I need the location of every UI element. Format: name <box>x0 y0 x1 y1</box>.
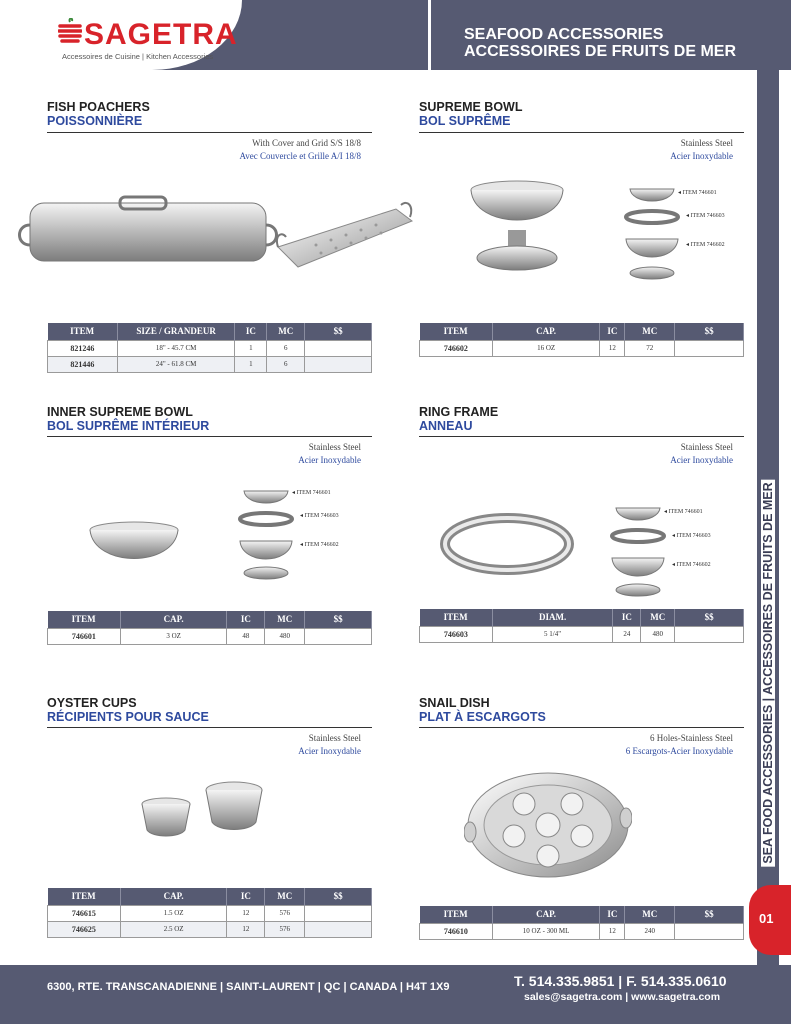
table-cell: 480 <box>641 626 675 642</box>
callout-label: ◂ ITEM 746603 <box>686 213 725 219</box>
table-header: MC <box>625 906 675 923</box>
table-header: $$ <box>305 323 372 340</box>
table-cell: 821246 <box>48 340 118 356</box>
section-title-fr: PLAT À ESCARGOTS <box>419 710 546 724</box>
callout-label: ◂ ITEM 746603 <box>672 533 711 539</box>
stacked-bowl-set-image <box>234 485 298 585</box>
description-en: Stainless Steel <box>308 733 361 743</box>
page-title-en: SEAFOOD ACCESSORIES <box>464 26 664 43</box>
table-header: MC <box>265 888 305 905</box>
table-header: IC <box>235 323 267 340</box>
table-cell: 6 <box>267 340 305 356</box>
table-cell: 746615 <box>48 905 121 921</box>
table-cell: 24" - 61.8 CM <box>117 356 235 372</box>
supreme-bowl-image <box>462 178 572 278</box>
phone-fax: T. 514.335.9851 | F. 514.335.0610 <box>514 973 727 989</box>
apple-logo-icon <box>58 18 82 48</box>
table-row <box>420 340 744 356</box>
table-header: IC <box>600 323 625 340</box>
side-label-container <box>755 478 781 868</box>
company-address: 6300, RTE. TRANSCANADIENNE | SAINT-LAURENT | QC | CANADA | H4T 1X9 <box>47 981 450 993</box>
supreme-bowl-heading <box>419 100 522 128</box>
table-header: CAP. <box>120 611 227 628</box>
section-rule <box>47 727 372 728</box>
table-header: IC <box>600 906 625 923</box>
section-title-fr: BOL SUPRÊME INTÉRIEUR <box>47 419 210 433</box>
table-header: $$ <box>305 888 372 905</box>
section-title-en: SNAIL DISH <box>419 696 490 710</box>
table-header: $$ <box>675 609 744 626</box>
page-footer <box>0 965 791 1024</box>
table-row <box>48 340 372 356</box>
section-rule <box>419 436 744 437</box>
product-description <box>560 732 733 758</box>
section-rule <box>419 132 744 133</box>
callout-label: ◂ ITEM 746602 <box>300 542 339 548</box>
table-cell <box>305 628 372 644</box>
table-cell <box>305 921 372 937</box>
table-cell: 12 <box>600 340 625 356</box>
inner-bowl-image <box>86 520 182 570</box>
product-description <box>560 137 733 163</box>
table-header: MC <box>265 611 305 628</box>
table-cell: 240 <box>625 923 675 939</box>
table-cell: 1.5 OZ <box>120 905 227 921</box>
table-cell: 746625 <box>48 921 121 937</box>
table-cell <box>305 356 372 372</box>
description-fr: Acier Inoxydable <box>670 455 733 465</box>
table-header: ITEM <box>420 906 493 923</box>
table-cell: 5 1/4" <box>492 626 613 642</box>
header-divider <box>428 0 431 70</box>
table-cell: 480 <box>265 628 305 644</box>
stacked-bowl-set-image <box>620 183 684 283</box>
product-description <box>560 441 733 467</box>
side-category-label: SEA FOOD ACCESSORIES | ACCESSOIRES DE FRUITS DE MER <box>761 479 775 866</box>
table-cell: 12 <box>227 921 265 937</box>
table-cell <box>675 626 744 642</box>
table-header: MC <box>641 609 675 626</box>
section-title-fr: BOL SUPRÊME <box>419 114 511 128</box>
ring-frame-image <box>440 512 574 576</box>
ring-frame-heading <box>419 405 498 433</box>
table-row <box>48 628 372 644</box>
snail-dish-heading <box>419 696 546 724</box>
table-header: $$ <box>305 611 372 628</box>
table-cell: 1 <box>235 340 267 356</box>
section-rule <box>47 132 372 133</box>
table-cell: 1 <box>235 356 267 372</box>
table-cell <box>675 340 744 356</box>
table-header: IC <box>227 611 265 628</box>
table-cell: 24 <box>613 626 641 642</box>
callout-label: ◂ ITEM 746601 <box>678 190 717 196</box>
table-row <box>420 626 744 642</box>
table-cell: 16 OZ <box>492 340 600 356</box>
product-description <box>160 137 361 163</box>
logo-area <box>0 0 242 70</box>
callout-label: ◂ ITEM 746602 <box>672 562 711 568</box>
section-title-fr: RÉCIPIENTS POUR SAUCE <box>47 710 209 724</box>
table-cell: 746603 <box>420 626 493 642</box>
fish-poachers-heading <box>47 100 150 128</box>
table-cell: 3 OZ <box>120 628 227 644</box>
table-header: CAP. <box>492 323 600 340</box>
table-cell: 746602 <box>420 340 493 356</box>
table-header: ITEM <box>420 323 493 340</box>
table-header: MC <box>625 323 675 340</box>
description-fr: Acier Inoxydable <box>298 455 361 465</box>
section-rule <box>47 436 372 437</box>
stacked-bowl-set-image <box>606 502 670 602</box>
callout-label: ◂ ITEM 746603 <box>300 513 339 519</box>
table-header: CAP. <box>120 888 227 905</box>
table-header: IC <box>613 609 641 626</box>
table-cell: 576 <box>265 905 305 921</box>
page-number-badge <box>749 885 791 955</box>
table-cell: 2.5 OZ <box>120 921 227 937</box>
table-cell: 18" - 45.7 CM <box>117 340 235 356</box>
description-en: Stainless Steel <box>308 442 361 452</box>
table-header: ITEM <box>48 888 121 905</box>
table-cell: 746610 <box>420 923 493 939</box>
logo-wordmark: SAGETRA <box>84 18 238 51</box>
section-rule <box>419 727 744 728</box>
table-cell: 12 <box>227 905 265 921</box>
table-row <box>420 923 744 939</box>
description-en: 6 Holes-Stainless Steel <box>650 733 733 743</box>
oyster-cups-heading <box>47 696 209 724</box>
inner-supreme-bowl-heading <box>47 405 209 433</box>
description-en: Stainless Steel <box>680 138 733 148</box>
section-title-en: RING FRAME <box>419 405 499 419</box>
table-row <box>48 356 372 372</box>
supreme-bowl-table <box>419 323 744 357</box>
oyster-cups-table <box>47 888 372 938</box>
table-header: SIZE / GRANDEUR <box>117 323 235 340</box>
ring-frame-table <box>419 609 744 643</box>
table-header: ITEM <box>420 609 493 626</box>
callout-label: ◂ ITEM 746602 <box>686 242 725 248</box>
description-fr: Acier Inoxydable <box>670 151 733 161</box>
section-title-fr: ANNEAU <box>419 419 473 433</box>
section-title-en: SUPREME BOWL <box>419 100 523 114</box>
table-cell: 821446 <box>48 356 118 372</box>
table-header: DIAM. <box>492 609 613 626</box>
description-en: With Cover and Grid S/S 18/8 <box>252 138 361 148</box>
table-cell: 6 <box>267 356 305 372</box>
product-description <box>188 441 361 467</box>
table-cell: 72 <box>625 340 675 356</box>
table-row <box>48 921 372 937</box>
table-header: ITEM <box>48 323 118 340</box>
table-cell: 48 <box>227 628 265 644</box>
description-fr: Acier Inoxydable <box>298 746 361 756</box>
page-title-fr: ACCESSOIRES DE FRUITS DE MER <box>464 43 737 60</box>
description-en: Stainless Steel <box>680 442 733 452</box>
oyster-cups-image <box>138 780 268 850</box>
table-cell <box>675 923 744 939</box>
page-number: 01 <box>759 911 774 926</box>
table-header: $$ <box>675 323 744 340</box>
callout-label: ◂ ITEM 746601 <box>292 490 331 496</box>
snail-dish-table <box>419 906 744 940</box>
page-header <box>0 0 791 70</box>
table-cell: 746601 <box>48 628 121 644</box>
callout-label: ◂ ITEM 746601 <box>664 509 703 515</box>
product-description <box>188 732 361 758</box>
table-cell <box>305 340 372 356</box>
description-fr: 6 Escargots-Acier Inoxydable <box>625 746 733 756</box>
table-cell <box>305 905 372 921</box>
table-header: MC <box>267 323 305 340</box>
table-cell: 12 <box>600 923 625 939</box>
table-header: IC <box>227 888 265 905</box>
table-cell: 576 <box>265 921 305 937</box>
email-website: sales@sagetra.com | www.sagetra.com <box>524 991 721 1003</box>
fish-poachers-table <box>47 323 372 373</box>
section-title-en: INNER SUPREME BOWL <box>47 405 193 419</box>
description-fr: Avec Couvercle et Grille A/I 18/8 <box>239 151 361 161</box>
section-title-en: FISH POACHERS <box>47 100 150 114</box>
section-title-fr: POISSONNIÈRE <box>47 114 143 128</box>
table-row <box>48 905 372 921</box>
table-header: ITEM <box>48 611 121 628</box>
table-cell: 10 OZ - 300 ML <box>492 923 600 939</box>
logo-tagline: Accessoires de Cuisine | Kitchen Accessories <box>62 52 214 61</box>
page-title <box>464 26 736 60</box>
table-header: CAP. <box>492 906 600 923</box>
fish-poacher-image <box>16 195 416 285</box>
snail-dish-image <box>464 766 632 884</box>
table-header: $$ <box>675 906 744 923</box>
section-title-en: OYSTER CUPS <box>47 696 137 710</box>
inner-supreme-bowl-table <box>47 611 372 645</box>
